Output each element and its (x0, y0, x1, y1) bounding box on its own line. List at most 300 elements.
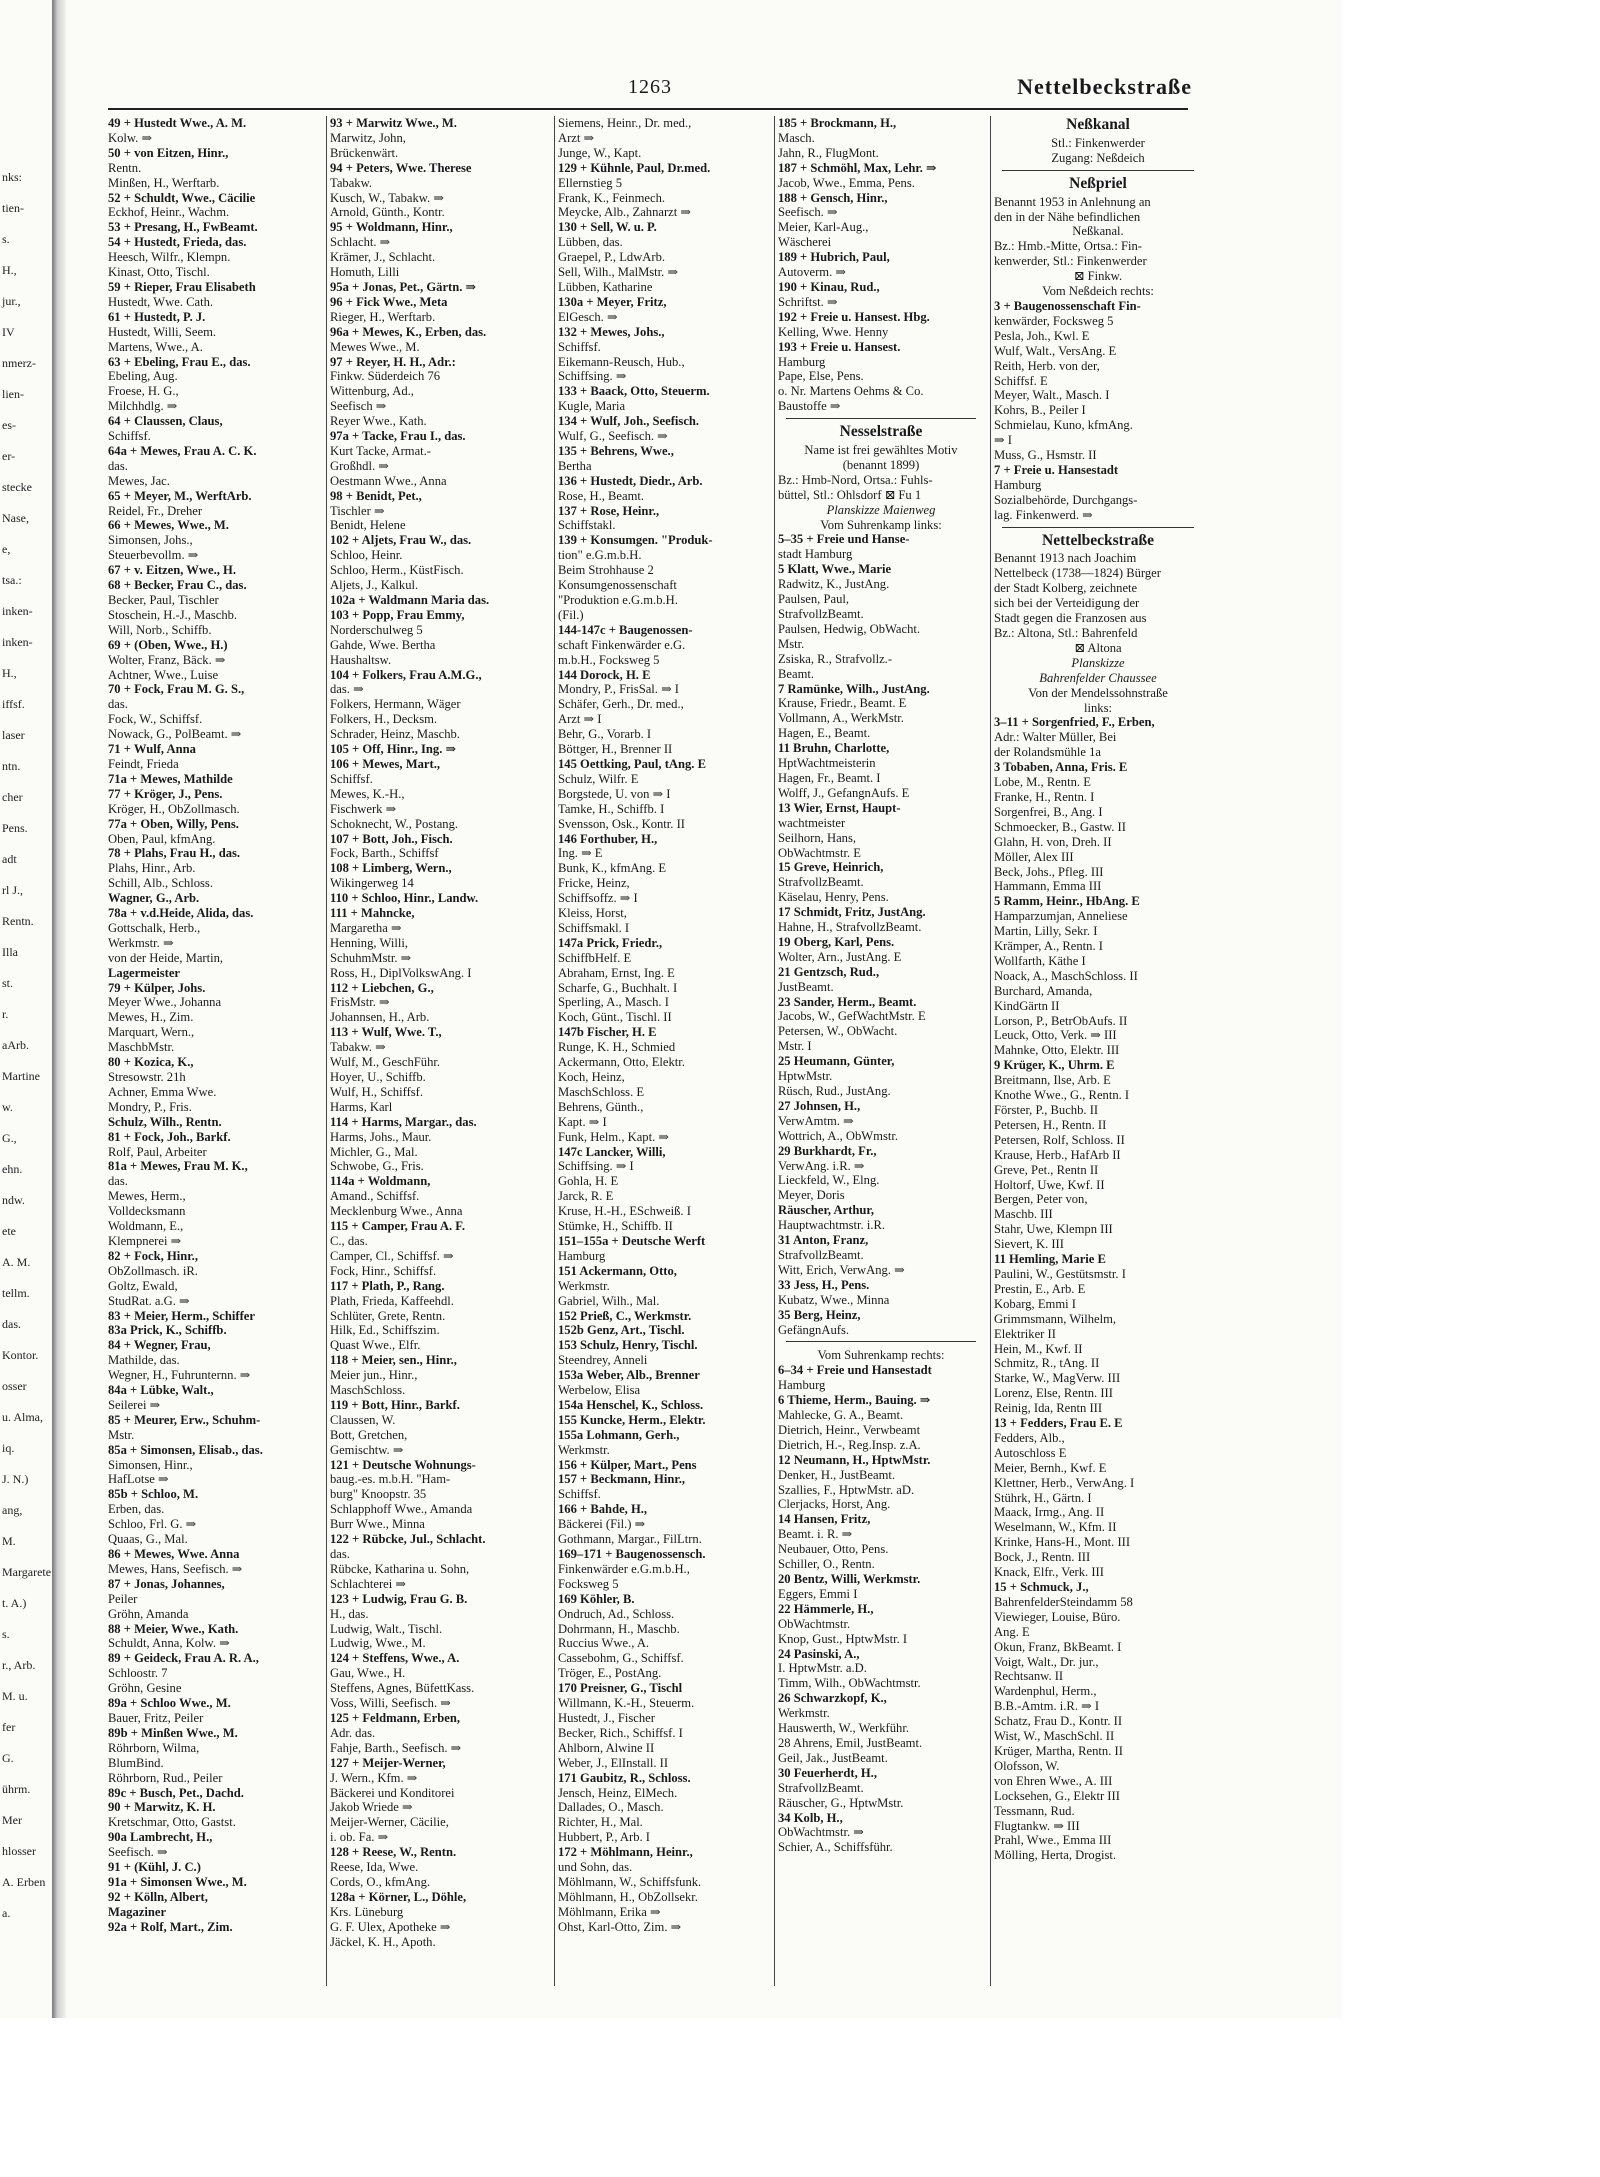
directory-entry: Pesla, Joh., Kwl. E (994, 328, 1090, 343)
directory-entry: Achner, Emma Wwe. (108, 1084, 217, 1099)
directory-entry: Kubatz, Wwe., Minna (778, 1292, 890, 1307)
directory-entry: Mstr. I (778, 1039, 812, 1054)
section-rule (1002, 527, 1194, 528)
directory-entry: 13 + Fedders, Frau E. E (994, 1416, 1123, 1431)
left-page-fragment: Illa (2, 945, 18, 959)
directory-entry: 192 + Freie u. Hansest. Hbg. (778, 309, 930, 324)
directory-entry: 95a + Jonas, Pet., Gärtn. ⇒ (330, 279, 477, 294)
directory-entry: Graepel, P., LdwArb. (558, 250, 666, 265)
directory-entry: Seefisch. ⇒ (108, 1845, 168, 1860)
section-rule (1002, 170, 1194, 171)
directory-entry: Magaziner (108, 1904, 167, 1919)
directory-entry: Froese, H. G., (108, 384, 179, 399)
directory-entry: Gau, Wwe., H. (330, 1666, 406, 1681)
directory-entry: Krüger, Martha, Rentn. II (994, 1743, 1123, 1758)
directory-entry: 6 Thieme, Herm., Bauing. ⇒ (778, 1393, 931, 1408)
directory-entry: 188 + Gensch, Hinr., (778, 190, 888, 205)
left-page-fragment: e, (2, 542, 11, 556)
directory-entry: Adr.: Walter Müller, Bei (994, 730, 1117, 745)
directory-entry: Voigt, Walt., Dr. jur., (994, 1654, 1099, 1669)
directory-entry: Tamke, H., Schiffb. I (558, 801, 665, 816)
directory-entry: büttel, Stl.: Ohlsdorf ⊠ Fu 1 (778, 487, 922, 502)
directory-entry: Koch, Heinz, (558, 1070, 625, 1084)
directory-entry: Goltz, Ewald, (108, 1278, 178, 1293)
directory-entry: Fischwerk ⇒ (330, 801, 397, 816)
directory-entry: Borgstede, U. von ⇒ I (558, 786, 671, 801)
directory-entry: Ing. ⇒ E (558, 846, 603, 861)
directory-entry: sich bei der Verteidigung der (994, 596, 1140, 611)
left-page-fragment: H., (2, 263, 17, 277)
directory-entry: Steffens, Agnes, BüfettKass. (330, 1681, 475, 1696)
left-page-fragment: jur., (2, 294, 21, 308)
directory-entry: Norderschulweg 5 (330, 622, 423, 637)
directory-entry: 134 + Wulf, Joh., Seefisch. (558, 414, 700, 429)
directory-entry: (Fil.) (558, 607, 584, 622)
directory-entry: Nettelbeck (1738—1824) Bürger (994, 566, 1161, 581)
directory-entry: Schill, Alb., Schloss. (108, 876, 213, 891)
directory-entry: Reidel, Fr., Dreher (108, 503, 203, 518)
directory-entry: 89 + Geideck, Frau A. R. A., (108, 1651, 259, 1666)
directory-entry: Stl.: Finkenwerder (1051, 135, 1145, 150)
directory-entry: Bertha (558, 458, 592, 473)
directory-entry: 129 + Kühnle, Paul, Dr.med. (558, 160, 711, 175)
running-head: Nettelbeckstraße (1017, 74, 1192, 99)
directory-entry: 135 + Behrens, Wwe., (558, 443, 674, 458)
directory-entry: Marquart, Wern., (108, 1025, 195, 1040)
directory-entry: Richter, H., Mal. (558, 1815, 643, 1830)
directory-entry: Jarck, R. E (558, 1189, 614, 1204)
directory-entry: Hahne, H., StrafvollzBeamt. (778, 920, 922, 935)
directory-entry: Meier, Bernh., Kwf. E (994, 1460, 1107, 1475)
directory-entry: 113 + Wulf, Wwe. T., (330, 1025, 442, 1040)
directory-entry: Bahrenfelder Chaussee (1039, 670, 1157, 685)
directory-entry: von Ehren Wwe., A. III (994, 1773, 1113, 1788)
directory-entry: Pape, Else, Pens. (778, 369, 864, 384)
directory-entry: Zugang: Neßdeich (1051, 150, 1145, 165)
directory-entry: Lobe, M., Rentn. E (994, 775, 1091, 790)
directory-entry: Ondruch, Ad., Schloss. (558, 1606, 675, 1621)
directory-entry: Hauptwachtmstr. i.R. (778, 1218, 886, 1233)
directory-entry: der Rolandsmühle 1a (994, 745, 1102, 760)
directory-entry: Tischler ⇒ (330, 503, 385, 518)
directory-entry: der Stadt Kolberg, zeichnete (994, 581, 1138, 596)
directory-entry: das. (108, 458, 128, 473)
directory-entry: Schiffsf. (558, 1487, 601, 1502)
directory-entry: 5 Klatt, Wwe., Marie (778, 562, 892, 577)
directory-entry: Kelling, Wwe. Henny (778, 324, 889, 339)
directory-entry: Planskizze (1071, 655, 1125, 670)
directory-entry: 92 + Kölln, Albert, (108, 1889, 208, 1904)
directory-entry: Brückenwärt. (330, 145, 399, 160)
directory-entry: 128 + Reese, W., Rentn. (330, 1845, 457, 1860)
directory-entry: Benidt, Helene (330, 518, 406, 533)
left-page-fragment: inken- (2, 635, 33, 649)
directory-entry: 93 + Marwitz Wwe., M. (330, 116, 457, 130)
directory-entry: 144 Dorock, H. E (558, 667, 651, 682)
directory-entry: 157 + Beckmann, Hinr., (558, 1472, 686, 1487)
left-page-fragment: cher (2, 790, 23, 804)
directory-entry: SchiffbHelf. E (558, 950, 632, 965)
directory-entry: Bz.: Hmb-Nord, Ortsa.: Fuhls- (778, 472, 933, 487)
left-page-fragment: ete (2, 1224, 16, 1238)
directory-entry: 146 Forthuber, H., (558, 831, 658, 846)
directory-entry: Beck, Johs., Pfleg. III (994, 864, 1104, 879)
directory-entry: Hamburg (558, 1248, 606, 1263)
book-spine-shadow (52, 0, 66, 2018)
directory-entry: 83 + Meier, Herm., Schiffer (108, 1308, 255, 1323)
directory-entry: 77a + Oben, Willy, Pens. (108, 816, 239, 831)
directory-entry: Mewes, H., Zim. (108, 1010, 194, 1025)
directory-entry: Amand., Schiffsf. (330, 1189, 420, 1204)
directory-entry: Hubbert, P., Arb. I (558, 1830, 650, 1845)
directory-entry: Mathilde, das. (108, 1353, 180, 1368)
directory-entry: 136 + Hustedt, Diedr., Arb. (558, 473, 703, 488)
directory-entry: Vom Neßdeich rechts: (1042, 284, 1154, 299)
page-header (108, 70, 1192, 110)
left-page-fragment: fer (2, 1720, 16, 1734)
directory-entry: Bäckerei (Fil.) ⇒ (558, 1517, 646, 1532)
directory-entry: Plath, Frieda, Kaffeehdl. (330, 1293, 454, 1308)
directory-entry: Gemischtw. ⇒ (330, 1442, 404, 1457)
directory-entry: 90a Lambrecht, H., (108, 1830, 213, 1845)
directory-entry: Dietrich, H.-, Reg.Insp. z.A. (778, 1437, 921, 1452)
directory-entry: Scharfe, G., Buchhalt. I (558, 980, 678, 995)
directory-entry: das. (330, 1547, 350, 1561)
directory-entry: Voss, Willi, Seefisch. ⇒ (330, 1696, 451, 1711)
left-page-edge (0, 0, 56, 2018)
directory-entry: Behrens, Günth., (558, 1099, 644, 1114)
left-page-fragment: r., Arb. (2, 1658, 36, 1672)
directory-entry: 133 + Baack, Otto, Steuerm. (558, 384, 710, 399)
left-page-fragment: s. (2, 232, 10, 246)
directory-entry: Claussen, W. (330, 1412, 396, 1427)
directory-entry: Wollfarth, Käthe I (994, 953, 1086, 968)
directory-entry: Autoverm. ⇒ (778, 265, 846, 280)
directory-entry: ObWachtmstr. E (778, 845, 861, 860)
left-page-fragment: t. A.) (2, 1596, 27, 1610)
directory-entry: Oestmann Wwe., Anna (330, 473, 447, 488)
directory-entry: 53 + Presang, H., FwBeamt. (108, 220, 258, 235)
directory-entry: I. HptwMstr. a.D. (778, 1661, 867, 1676)
directory-entry: Rentn. (108, 160, 142, 175)
directory-entry: BahrenfelderSteindamm 58 (994, 1594, 1133, 1609)
directory-entry: Weber, J., ElInstall. II (558, 1755, 669, 1770)
directory-entry: Stümke, H., Schiffb. II (558, 1219, 673, 1234)
directory-entry: (benannt 1899) (842, 457, 920, 472)
directory-entry: 96a + Mewes, K., Erben, das. (330, 324, 487, 339)
directory-entry: Meyer, Walt., Masch. I (994, 388, 1110, 403)
directory-entry: Wittenburg, Ad., (330, 384, 414, 399)
directory-entry: 108 + Limberg, Wern., (330, 861, 452, 876)
directory-entry: StrafvollzBeamt. (778, 1247, 864, 1262)
directory-entry: 6–34 + Freie und Hansestadt (778, 1363, 932, 1378)
directory-entry: lag. Finkenwerd. ⇒ (994, 507, 1093, 522)
directory-entry: 17 Schmidt, Fritz, JustAng. (778, 905, 926, 920)
left-page-fragment: es- (2, 418, 16, 432)
directory-entry: Stadt gegen die Franzosen aus (994, 611, 1147, 626)
left-page-fragment: Pens. (2, 821, 28, 835)
directory-entry: Erben, das. (108, 1502, 165, 1517)
directory-entry: Behr, G., Vorarb. I (558, 727, 652, 742)
directory-entry: Wagner, G., Arb. (108, 891, 200, 906)
directory-entry: Minßen, H., Werftarb. (108, 175, 220, 190)
directory-entry: Runge, K. H., Schmied (558, 1040, 676, 1055)
directory-entry: Quast Wwe., Elfr. (330, 1338, 421, 1353)
directory-entry: Mewes Wwe., M. (330, 339, 420, 354)
directory-entry: Werbelow, Elisa (558, 1383, 641, 1398)
directory-entry: Beim Strohhause 2 (558, 563, 654, 578)
directory-entry: Arzt ⇒ (558, 130, 595, 145)
directory-entry: Reith, Herb. von der, (994, 358, 1100, 373)
directory-entry: Mewes, Jac. (108, 473, 170, 488)
directory-entry: 189 + Hubrich, Paul, (778, 250, 890, 265)
directory-entry: Schmielau, Kuno, kfmAng. (994, 418, 1133, 433)
directory-entry: Benannt 1913 nach Joachim (994, 551, 1137, 566)
section-rule (786, 1341, 976, 1342)
directory-entry: KindGärtn II (994, 998, 1060, 1013)
directory-entry: 7 + Freie u. Hansestadt (994, 462, 1119, 477)
left-page-fragment: iq. (2, 1441, 15, 1455)
directory-entry: 114a + Woldmann, (330, 1174, 431, 1189)
directory-entry: Paulsen, Hedwig, ObWacht. (778, 621, 921, 636)
directory-entry: Ruccius Wwe., A. (558, 1636, 650, 1651)
directory-entry: ObWachtmstr. ⇒ (778, 1825, 864, 1840)
directory-entry: 105 + Off, Hinr., Ing. ⇒ (330, 742, 457, 757)
left-page-fragment: laser (2, 728, 25, 742)
directory-entry: Steendrey, Anneli (558, 1353, 648, 1368)
directory-entry: 137 + Rose, Heinr., (558, 503, 660, 518)
column-divider (554, 116, 555, 1986)
directory-entry: Krause, Friedr., Beamt. E (778, 696, 907, 711)
left-page-fragment: ang, (2, 1503, 23, 1517)
directory-entry: 15 Greve, Heinrich, (778, 860, 884, 875)
directory-entry: Jensch, Heinz, ElMech. (558, 1785, 678, 1800)
directory-entry: Tabakw. ⇒ (330, 1040, 386, 1055)
directory-entry: 123 + Ludwig, Frau G. B. (330, 1591, 468, 1606)
directory-entry: Ebeling, Aug. (108, 369, 178, 384)
directory-entry: Kurt Tacke, Armat.- (330, 443, 432, 458)
directory-entry: Rüsch, Rud., JustAng. (778, 1084, 891, 1098)
directory-entry: Schatz, Frau D., Kontr. II (994, 1714, 1123, 1729)
directory-entry: 84a + Lübke, Walt., (108, 1383, 214, 1398)
directory-entry: Bäckerei und Konditorei (330, 1785, 455, 1800)
left-page-fragment: hlosser (2, 1844, 36, 1858)
directory-entry: Hamparzumjan, Anneliese (994, 909, 1128, 924)
directory-entry: Clerjacks, Horst, Ang. (778, 1497, 891, 1512)
directory-entry: Masch. (778, 130, 815, 145)
directory-entry: Hagen, E., Beamt. (778, 726, 871, 741)
directory-entry: Ludwig, Walt., Tischl. (330, 1621, 443, 1636)
directory-entry: Kobarg, Emmi I (994, 1296, 1076, 1311)
directory-entry: 14 Hansen, Fritz, (778, 1512, 871, 1527)
directory-entry: 102 + Aljets, Frau W., das. (330, 533, 472, 548)
directory-entry: Mewes, Hans, Seefisch. ⇒ (108, 1561, 243, 1576)
left-page-fragment: aArb. (2, 1038, 29, 1052)
directory-entry: Wardenphul, Herm., (994, 1684, 1097, 1699)
directory-entry: H., das. (330, 1606, 369, 1621)
column-divider (774, 116, 775, 1986)
directory-entry: Sorgenfrei, B., Ang. I (994, 804, 1103, 819)
directory-column-3 (558, 116, 768, 1986)
directory-entry: 19 Oberg, Karl, Pens. (778, 934, 895, 949)
directory-entry: Schlacht. ⇒ (330, 235, 391, 250)
directory-entry: Schier, A., Schiffsführ. (778, 1840, 893, 1855)
directory-entry: kenwerder, Stl.: Finkenwerder (994, 254, 1147, 269)
directory-entry: 15 + Schmuck, J., (994, 1580, 1089, 1594)
left-page-fragment: st. (2, 976, 14, 990)
left-page-fragment: Mer (2, 1813, 22, 1827)
directory-entry: Schloostr. 7 (108, 1666, 168, 1681)
directory-entry: ElGesch. ⇒ (558, 309, 618, 324)
directory-entry: Krämper, A., Rentn. I (994, 939, 1103, 954)
directory-entry: Radwitz, K., JustAng. (778, 577, 890, 592)
directory-entry: 106 + Mewes, Mart., (330, 756, 440, 771)
directory-entry: 115 + Camper, Frau A. F. (330, 1219, 465, 1234)
directory-entry: Bergen, Peter von, (994, 1192, 1088, 1207)
directory-entry: Seefisch. ⇒ (778, 205, 838, 220)
directory-entry: Wist, W., MaschSchl. II (994, 1729, 1115, 1744)
directory-entry: Steuerbevollm. ⇒ (108, 548, 199, 563)
directory-entry: "Produktion e.G.m.b.H. (558, 593, 678, 607)
directory-entry: 63 + Ebeling, Frau E., das. (108, 354, 251, 369)
directory-entry: von der Heide, Martin, (108, 950, 224, 965)
left-page-fragment: A. Erben (2, 1875, 46, 1889)
directory-entry: Sievert, K. III (994, 1237, 1064, 1252)
directory-entry: 85b + Schloo, M. (108, 1487, 199, 1502)
directory-entry: Arnold, Günth., Kontr. (330, 205, 445, 220)
left-page-fragment: ndw. (2, 1193, 25, 1207)
directory-entry: 124 + Steffens, Wwe., A. (330, 1651, 460, 1666)
directory-entry: 193 + Freie u. Hansest. (778, 339, 901, 354)
directory-entry: Gottschalk, Herb., (108, 920, 201, 935)
directory-entry: Sperling, A., Masch. I (558, 995, 669, 1010)
directory-entry: Knack, Elfr., Verk. III (994, 1565, 1104, 1580)
directory-entry: JustBeamt. (778, 979, 834, 994)
directory-entry: Hustedt, Willi, Seem. (108, 324, 217, 339)
directory-entry: burg" Knoopstr. 35 (330, 1487, 427, 1502)
directory-entry: Gothmann, Margar., FilLtrn. (558, 1532, 702, 1547)
directory-entry: Baustoffe ⇒ (778, 399, 841, 414)
directory-entry: J. Wern., Kfm. ⇒ (330, 1770, 418, 1785)
directory-entry: Dietrich, Heinr., Verwbeamt (778, 1422, 921, 1437)
directory-entry: Mstr. (108, 1427, 135, 1442)
directory-entry: Krinke, Hans-H., Mont. III (994, 1535, 1131, 1550)
directory-entry: Reyer Wwe., Kath. (330, 414, 427, 429)
directory-entry: Großhdl. ⇒ (330, 458, 389, 473)
directory-entry: 3–11 + Sorgenfried, F., Erben, (994, 715, 1155, 730)
directory-entry: 112 + Liebchen, G., (330, 980, 434, 995)
directory-entry: Milchhdlg. ⇒ (108, 399, 178, 414)
directory-entry: Gröhn, Amanda (108, 1606, 189, 1621)
directory-entry: Seilerei ⇒ (108, 1397, 161, 1412)
directory-entry: Möhlmann, W., Schiffsfunk. (558, 1874, 702, 1889)
directory-entry: Paulsen, Paul, (778, 592, 850, 607)
directory-entry: Benannt 1953 in Anlehnung an (994, 194, 1151, 209)
directory-entry: HafLotse ⇒ (108, 1472, 169, 1487)
directory-entry: Klettner, Herb., VerwAng. I (994, 1475, 1135, 1490)
directory-entry: 30 Feuerherdt, H., (778, 1765, 877, 1780)
directory-entry: 82 + Fock, Hinr., (108, 1248, 198, 1263)
directory-column-2 (330, 116, 548, 1986)
directory-entry: 85 + Meurer, Erw., Schuhm- (108, 1412, 261, 1427)
directory-entry: stadt Hamburg (778, 547, 853, 562)
directory-entry: Bz.: Hmb.-Mitte, Ortsa.: Fin- (994, 239, 1142, 254)
directory-entry: 61 + Hustedt, P. J. (108, 309, 206, 324)
directory-entry: Focksweg 5 (558, 1576, 619, 1591)
directory-entry: 171 Gaubitz, R., Schloss. (558, 1770, 691, 1785)
street-heading: Neßkanal (1066, 116, 1130, 133)
directory-entry: Gabriel, Wilh., Mal. (558, 1293, 660, 1308)
directory-entry: Wottrich, A., ObWmstr. (778, 1128, 899, 1143)
directory-entry: 5–35 + Freie und Hanse- (778, 532, 910, 547)
directory-entry: Henning, Willi, (330, 935, 408, 950)
directory-entry: 22 Hämmerle, H., (778, 1601, 874, 1616)
directory-entry: MaschSchloss. (330, 1383, 406, 1398)
directory-entry: Junge, W., Kapt. (558, 145, 642, 160)
left-page-fragment: H., (2, 666, 17, 680)
directory-entry: Okun, Franz, BkBeamt. I (994, 1639, 1122, 1654)
left-page-fragment: rl J., (2, 883, 23, 897)
directory-entry: Hein, M., Kwf. II (994, 1341, 1083, 1356)
directory-entry: 69 + (Oben, Wwe., H.) (108, 637, 228, 652)
directory-entry: 153 Schulz, Henry, Tischl. (558, 1338, 698, 1353)
directory-entry: Lübben, Katharine (558, 279, 653, 294)
directory-entry: 185 + Brockmann, H., (778, 116, 897, 130)
directory-entry: Aljets, J., Kalkul. (330, 578, 419, 593)
left-page-fragment: stecke (2, 480, 32, 494)
directory-entry: das. (108, 1174, 128, 1189)
directory-entry: Tessmann, Rud. (994, 1803, 1075, 1818)
directory-entry: Seefisch ⇒ (330, 399, 387, 414)
directory-entry: 144-147c + Baugenossen- (558, 622, 693, 637)
directory-entry: Willmann, K.-H., Steuerm. (558, 1696, 695, 1711)
directory-entry: FrisMstr. ⇒ (330, 995, 390, 1010)
directory-entry: Sell, Wilh., MalMstr. ⇒ (558, 265, 679, 280)
directory-entry: 83a Prick, K., Schiffb. (108, 1323, 227, 1338)
directory-entry: Kleiss, Horst, (558, 906, 627, 921)
directory-entry: 156 + Külper, Mart., Pens (558, 1457, 697, 1472)
directory-entry: Johannsen, H., Arb. (330, 1010, 430, 1025)
directory-entry: MaschbMstr. (108, 1040, 175, 1055)
directory-entry: 5 Ramm, Heinr., HbAng. E (994, 894, 1140, 909)
directory-entry: Harms, Johs., Maur. (330, 1129, 432, 1144)
directory-entry: HptwMstr. (778, 1069, 833, 1084)
directory-entry: Reese, Ida, Wwe. (330, 1860, 419, 1875)
directory-entry: Krs. Lüneburg (330, 1904, 404, 1919)
left-page-fragment: M. u. (2, 1689, 28, 1703)
directory-entry: Neubauer, Otto, Pens. (778, 1542, 889, 1557)
directory-entry: VerwAng. i.R. ⇒ (778, 1158, 865, 1173)
directory-entry: Meyer Wwe., Johanna (108, 995, 222, 1010)
directory-entry: HptWachtmeisterin (778, 756, 876, 771)
directory-entry: 169–171 + Baugenossensch. (558, 1547, 706, 1561)
directory-entry: Prahl, Wwe., Emma III (994, 1833, 1112, 1848)
directory-entry: Hammann, Emma III (994, 879, 1102, 894)
directory-entry: Maschb. III (994, 1207, 1053, 1222)
directory-entry: 169 Köhler, B. (558, 1591, 635, 1606)
left-page-fragment: iffsf. (2, 697, 25, 711)
directory-entry: Schiffsmakl. I (558, 920, 630, 935)
directory-entry: 128a + Körner, L., Döhle, (330, 1889, 467, 1904)
directory-entry: Ahlborn, Alwine II (558, 1740, 655, 1755)
directory-entry: 9 Krüger, K., Uhrm. E (994, 1058, 1115, 1073)
directory-entry: Wulf, H., Schiffsf. (330, 1084, 424, 1099)
directory-entry: Frank, K., Feinmech. (558, 190, 666, 205)
directory-entry: Kretschmar, Otto, Gastst. (108, 1815, 236, 1830)
directory-entry: Becker, Rich., Schiffsf. I (558, 1725, 683, 1740)
left-page-fragment: das. (2, 1317, 21, 1331)
directory-entry: Achtner, Wwe., Luise (108, 667, 219, 682)
